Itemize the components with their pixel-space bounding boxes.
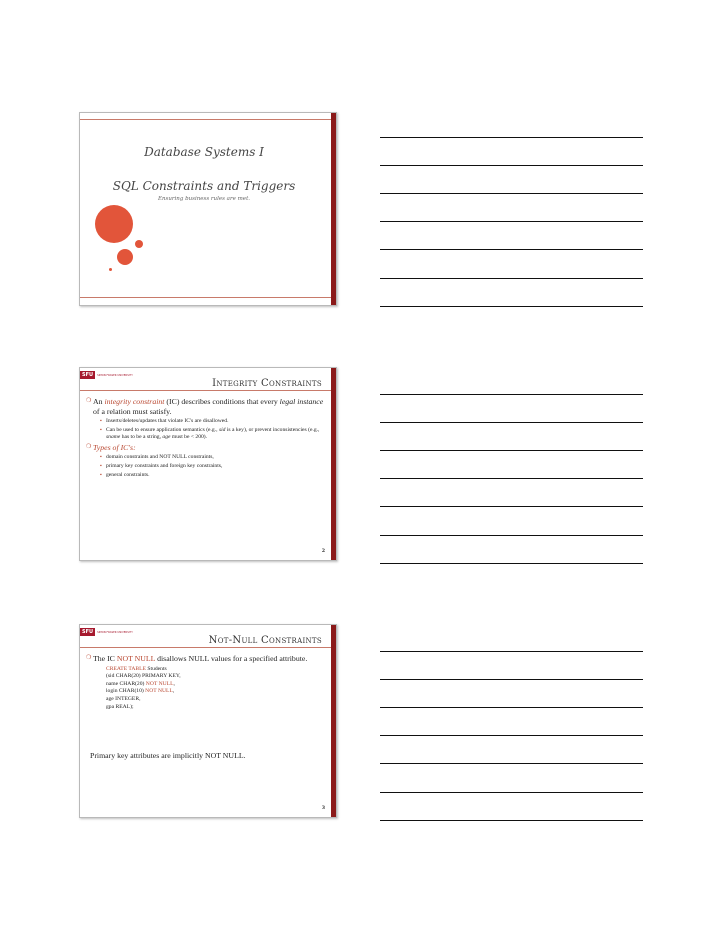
note-line bbox=[380, 563, 643, 564]
note-line bbox=[380, 450, 643, 451]
note-line bbox=[380, 394, 643, 395]
top-rule bbox=[80, 119, 331, 120]
note-line bbox=[380, 735, 643, 736]
note-line bbox=[380, 137, 643, 138]
note-line bbox=[380, 535, 643, 536]
title-rule bbox=[80, 390, 331, 391]
note-line bbox=[380, 820, 643, 821]
slide-body bbox=[86, 397, 324, 481]
slide-1 bbox=[79, 112, 337, 306]
note-line bbox=[380, 792, 643, 793]
code-block: CREATE TABLE Students (sid CHAR(20) PRIMARY KEY, name CHAR(20) NOT NULL, login CHAR(10) NOT NULL, age INTEGER, gpa REAL); bbox=[106, 665, 181, 710]
note-line bbox=[380, 422, 643, 423]
page-number: 3 bbox=[321, 806, 325, 811]
note-line bbox=[380, 763, 643, 764]
sub-bullet: ▪ Inserts/deletes/updates that violate IC's are disallowed. bbox=[100, 418, 229, 425]
note-line bbox=[380, 306, 643, 307]
slide-title: Database Systems I bbox=[144, 145, 264, 159]
bottom-rule bbox=[80, 297, 331, 298]
slide-title: Integrity Constraints bbox=[212, 378, 322, 389]
note-line bbox=[380, 506, 643, 507]
slide-body bbox=[86, 654, 324, 711]
sub-bullet: ▪ primary key constraints and foreign key constraints, bbox=[100, 463, 223, 470]
sfu-logo: SFU SIMON FRASER UNIVERSITY bbox=[82, 629, 133, 635]
note-line bbox=[380, 193, 643, 194]
sub-bullet: ▪ domain constraints and NOT NULL constraints, bbox=[100, 454, 214, 461]
decor-circle-large bbox=[95, 205, 133, 243]
sub-bullet: ▪ Can be used to ensure application semantics (e.g., sid is a key), or prevent inconsistencies (e.g., sname has to be a string, age must be < 200). bbox=[100, 426, 320, 441]
primary-key-note: Primary key attributes are implicitly NOT NULL. bbox=[90, 751, 246, 760]
slide-title: Not-Null Constraints bbox=[208, 635, 322, 646]
note-line bbox=[380, 707, 643, 708]
note-line bbox=[380, 221, 643, 222]
red-side-bar bbox=[331, 625, 336, 817]
sub-bullet: ▪ general constraints. bbox=[100, 471, 150, 478]
note-line bbox=[380, 651, 643, 652]
decor-circle-small bbox=[135, 240, 143, 248]
slide-subtitle: SQL Constraints and Triggers bbox=[112, 179, 296, 193]
page-number: 2 bbox=[321, 549, 325, 554]
slide-tagline: Ensuring business rules are met. bbox=[157, 196, 251, 202]
decor-circle-medium bbox=[117, 249, 133, 265]
note-line bbox=[380, 249, 643, 250]
bullet-ic-definition: ❍ An integrity constraint (IC) describes conditions that every legal instance of a relation must satisfy. bbox=[86, 397, 324, 416]
note-line bbox=[380, 165, 643, 166]
slide-2 bbox=[79, 367, 337, 561]
slide-3 bbox=[79, 624, 337, 818]
sfu-logo: SFU SIMON FRASER UNIVERSITY bbox=[82, 372, 133, 378]
note-line bbox=[380, 679, 643, 680]
note-line bbox=[380, 478, 643, 479]
bullet-types: ❍ Types of IC's: bbox=[86, 442, 136, 452]
red-side-bar bbox=[331, 368, 336, 560]
red-side-bar bbox=[331, 113, 336, 305]
note-line bbox=[380, 278, 643, 279]
bullet-not-null: ❍ The IC NOT NULL disallows NULL values for a specified attribute. bbox=[86, 654, 308, 663]
title-rule bbox=[80, 647, 331, 648]
decor-circle-dot bbox=[109, 268, 112, 271]
